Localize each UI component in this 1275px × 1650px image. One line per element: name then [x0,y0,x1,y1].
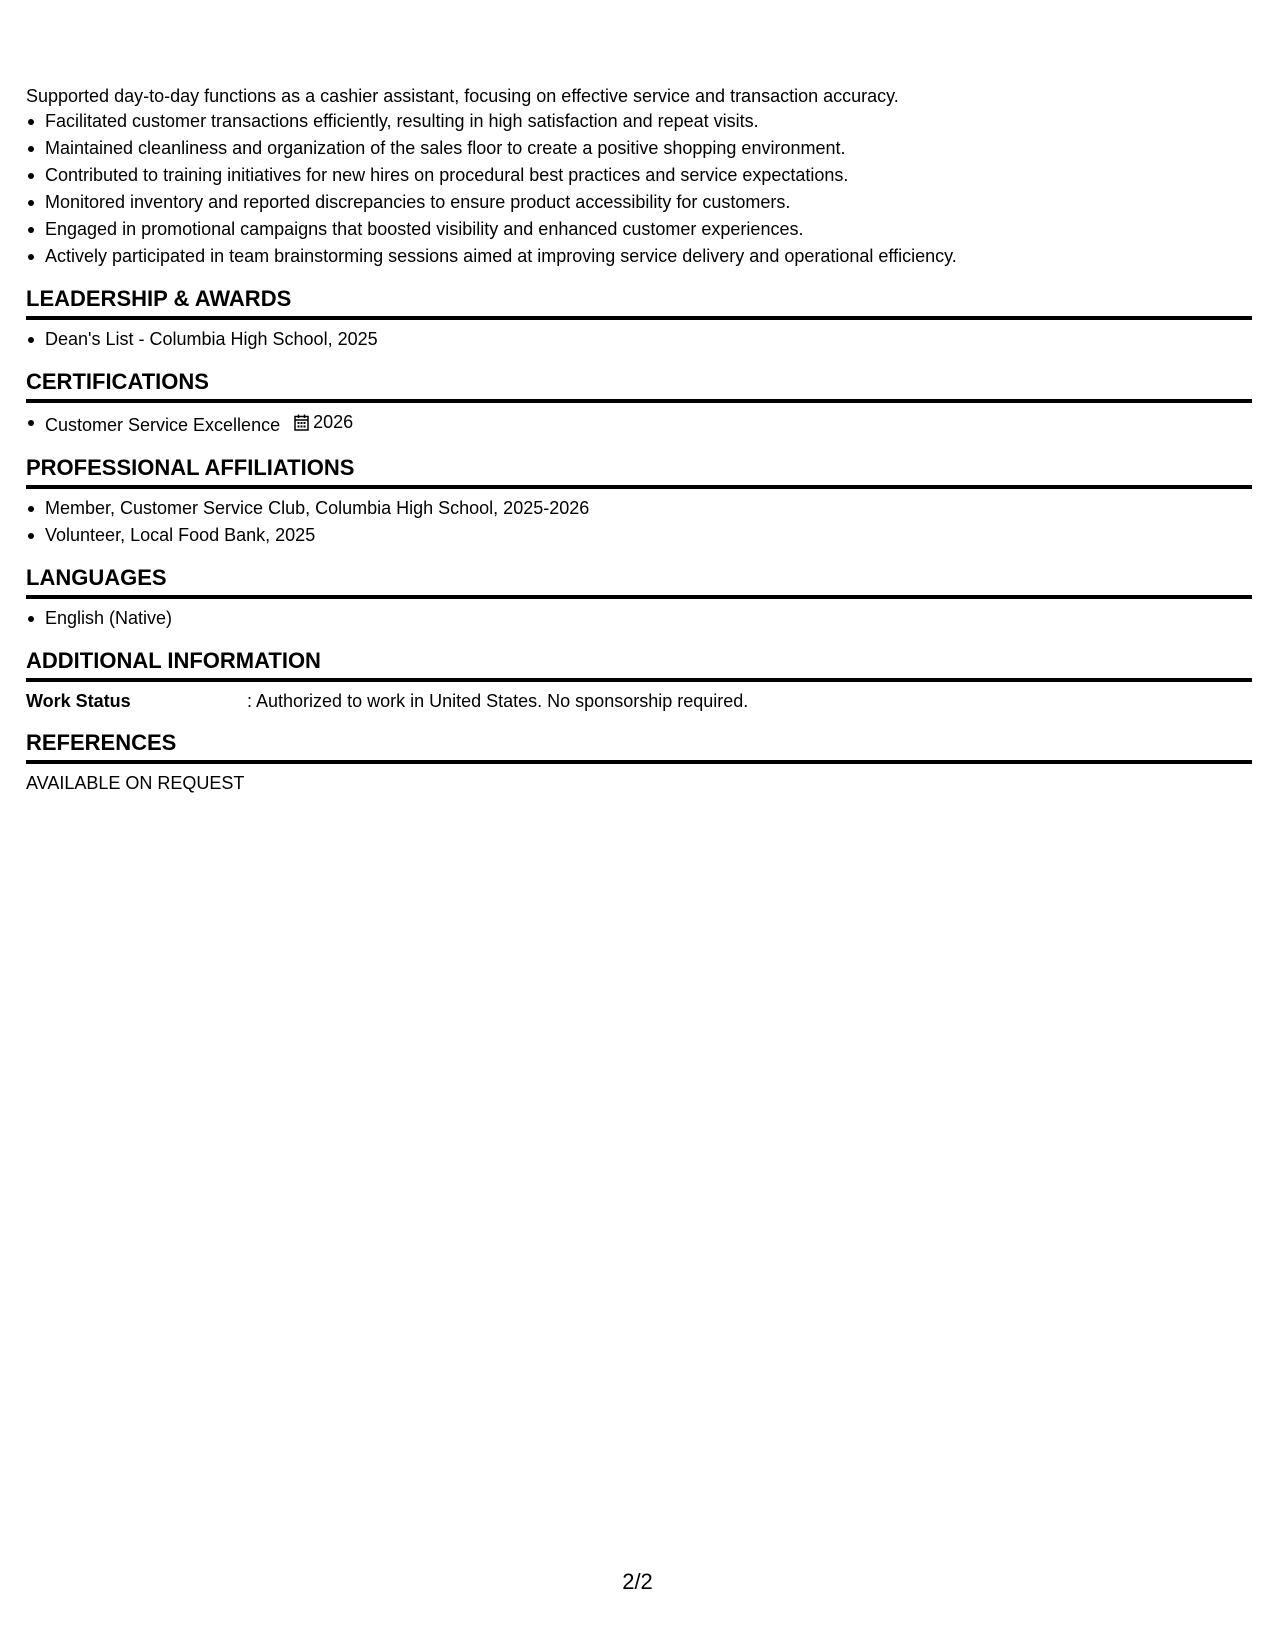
list-item: Volunteer, Local Food Bank, 2025 [26,522,1252,549]
references-section [26,728,1252,796]
work-status-row [26,688,1252,714]
list-item [26,409,1252,439]
languages-section [26,563,1252,632]
section-title-references: REFERENCES [26,728,1252,764]
experience-section [26,84,1252,270]
certification-name: Customer Service Excellence [45,415,281,435]
calendar-icon [294,414,309,431]
languages-list [26,605,1252,632]
section-title-certifications: CERTIFICATIONS [26,367,1252,403]
list-item: Facilitated customer transactions efficiently, resulting in high satisfaction and repeat visits. [26,108,1252,135]
additional-info-section [26,646,1252,714]
section-title-affiliations: PROFESSIONAL AFFILIATIONS [26,453,1252,489]
leadership-list [26,326,1252,353]
work-status-label: Work Status [26,691,131,711]
certification-date [294,409,353,436]
list-item: Actively participated in team brainstorming sessions aimed at improving service delivery and operational efficiency. [26,243,1252,270]
list-item: Contributed to training initiatives for new hires on procedural best practices and service expectations. [26,162,1252,189]
work-status-value: : Authorized to work in United States. No sponsorship required. [247,691,749,711]
list-item: Monitored inventory and reported discrepancies to ensure product accessibility for customers. [26,189,1252,216]
list-item: Member, Customer Service Club, Columbia High School, 2025-2026 [26,495,1252,522]
page-number: 2/2 [622,1569,653,1594]
affiliations-list [26,495,1252,549]
certification-year: 2026 [313,412,354,432]
list-item: Dean's List - Columbia High School, 2025 [26,326,1252,353]
leadership-section [26,284,1252,353]
experience-intro: Supported day-to-day functions as a cashier assistant, focusing on effective service and transaction accuracy. [26,86,899,106]
list-item: English (Native) [26,605,1252,632]
resume-page [26,84,1252,796]
experience-bullets [26,108,1252,270]
certifications-section [26,367,1252,439]
references-text: AVAILABLE ON REQUEST [26,773,245,793]
section-title-leadership: LEADERSHIP & AWARDS [26,284,1252,320]
certifications-list [26,409,1252,439]
list-item: Maintained cleanliness and organization of the sales floor to create a positive shopping environment. [26,135,1252,162]
list-item: Engaged in promotional campaigns that boosted visibility and enhanced customer experiences. [26,216,1252,243]
affiliations-section [26,453,1252,549]
section-title-additional-info: ADDITIONAL INFORMATION [26,646,1252,682]
section-title-languages: LANGUAGES [26,563,1252,599]
